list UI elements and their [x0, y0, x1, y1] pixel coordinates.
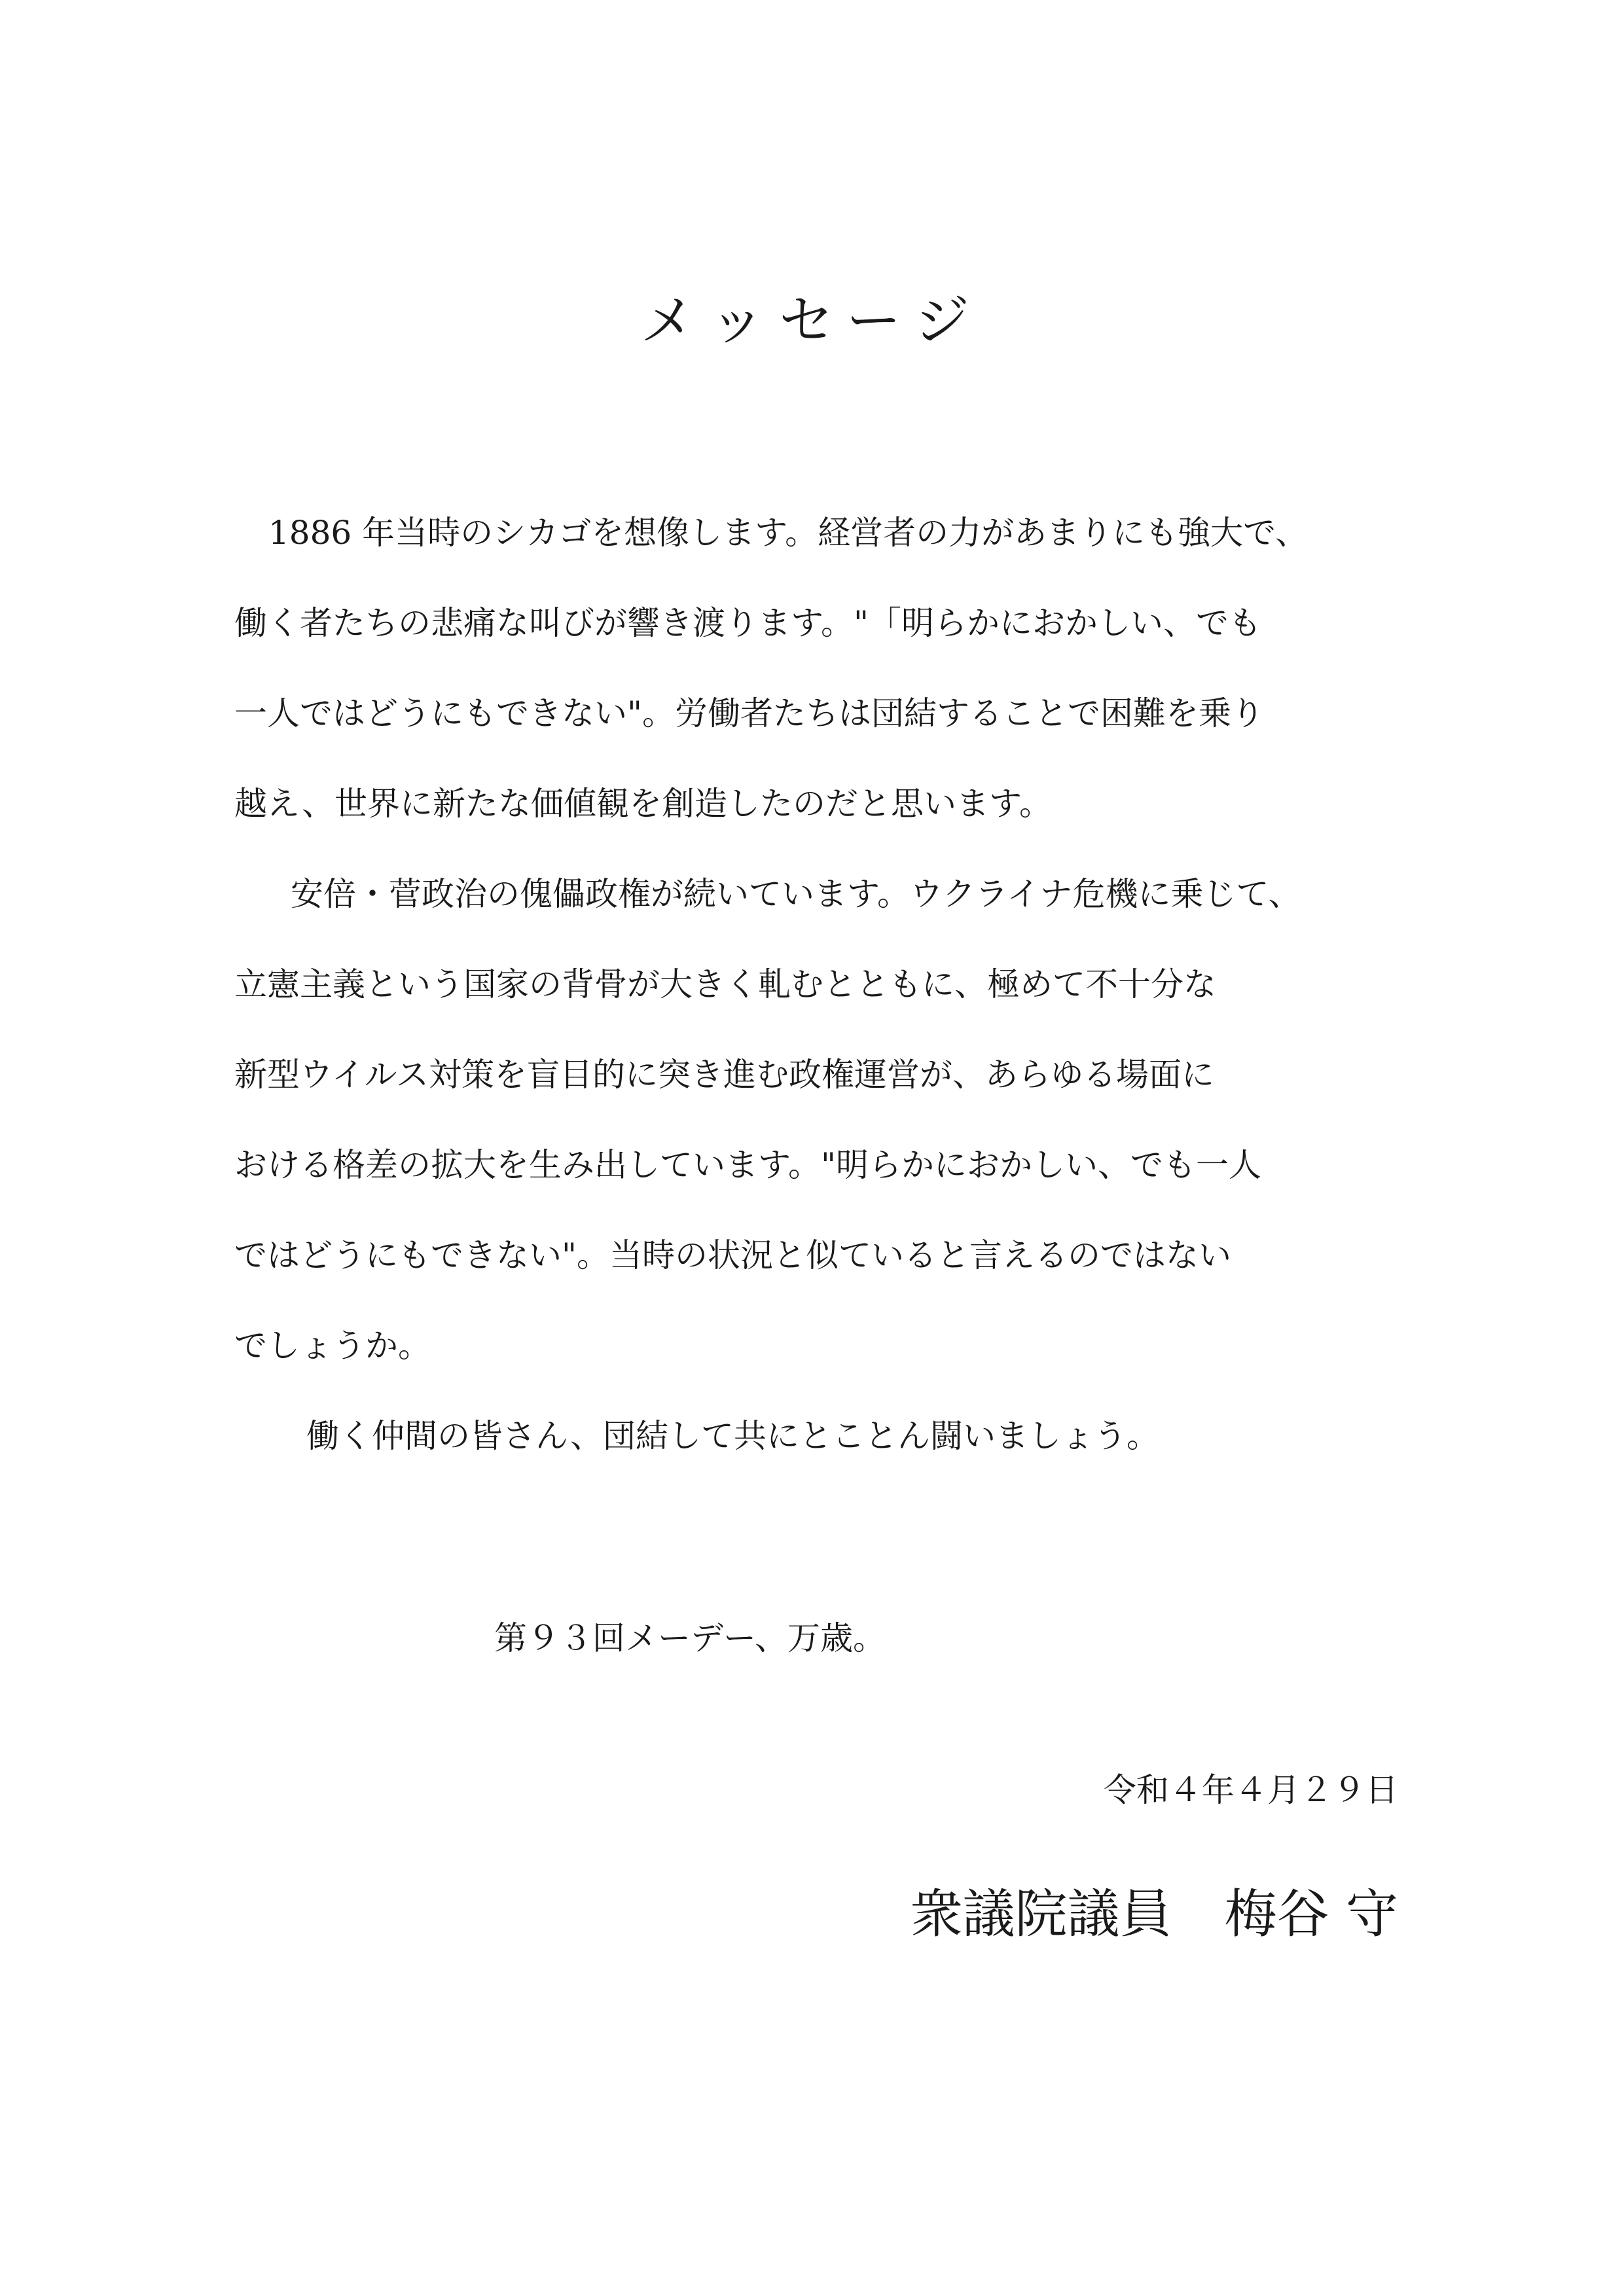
author-signature: 衆議院議員 梅谷 守: [910, 1884, 1398, 1945]
message-body: [234, 488, 1406, 1481]
document-date: 令和４年４月２９日: [1104, 1771, 1398, 1809]
paragraph-1-line-3: 一人ではどうにもできない"。労働者たちは団結することで困難を乗り: [234, 694, 1264, 732]
paragraph-1-line-2: 働く者たちの悲痛な叫びが響き渡ります。"「明らかにおかしい、でも: [234, 604, 1261, 642]
paragraph-2-line-5: ではどうにもできない"。当時の状況と似ていると言えるのではない: [234, 1236, 1231, 1274]
paragraph-3-line-1: 働く仲間の皆さん、団結して共にとことん闘いましょう。: [306, 1417, 1159, 1455]
paragraph-1-line-4: 越え、世界に新たな価値観を創造したのだと思います。: [234, 785, 1052, 823]
paragraph-2-line-1: 安倍・菅政治の傀儡政権が続いています。ウクライナ危機に乗じて、: [291, 875, 1301, 913]
paragraph-2-line-4: おける格差の拡大を生み出しています。"明らかにおかしい、でも一人: [234, 1146, 1261, 1184]
paragraph-1-line-1: 1886 年当時のシカゴを想像します。経営者の力があまりにも強大で、: [268, 514, 1308, 552]
closing-cheer: 第９３回メーデー、万歳。: [494, 1619, 886, 1657]
paragraph-2-line-6: でしょうか。: [234, 1327, 431, 1365]
paragraph-2-line-3: 新型ウイルス対策を盲目的に突き進む政権運営が、あらゆる場面に: [234, 1056, 1214, 1094]
paragraph-2-line-2: 立憲主義という国家の背骨が大きく軋むとともに、極めて不十分な: [234, 965, 1216, 1003]
document-title: メッセージ: [640, 289, 984, 353]
